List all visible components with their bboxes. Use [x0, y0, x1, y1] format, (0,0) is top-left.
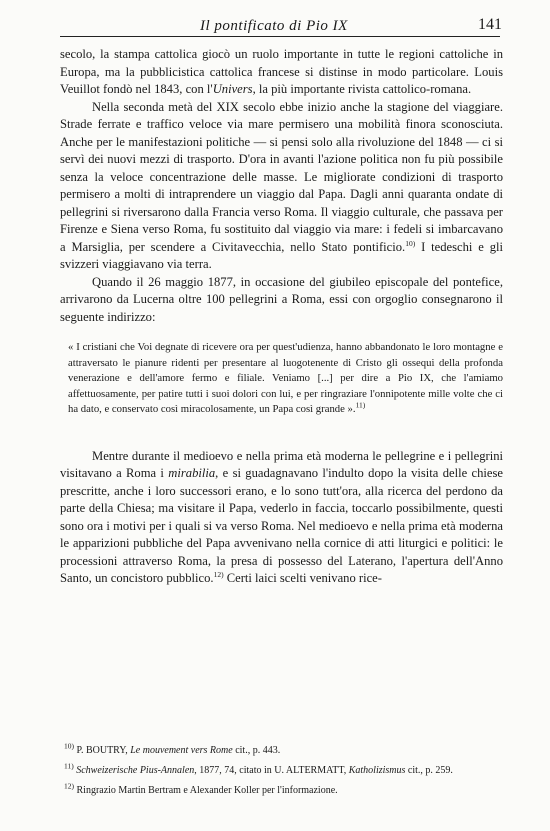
- term-mirabilia: mirabilia: [168, 466, 216, 481]
- footnote-ref-11: 11): [355, 400, 366, 410]
- body-text: [60, 46, 503, 588]
- page-number: 141: [478, 16, 502, 33]
- footnote-12: $^{12)}$ Ringrazio Martin Bertram e Alexander Koller per l'informazione.: [64, 781, 338, 796]
- block-quote: « I cristiani che Voi degnate di ricevere ora per quest'udienza, hanno abbandonato le loro montagne e attraversato le pianure ridenti per presentare al luogotenente di Cristo gli ossequi della profonda venerazione e dell'amore fermo e filiale. Veniamo [...] per dire a Pio IX, che l'amiamo affettuosamente, per patire tutti i suoi dolori con lui, e per ringraziare l'onnipotente mille volte che ci ha dato, e conservato così miracolosamente, un Papa così grande ».$^{11)}$: [68, 341, 503, 416]
- journal-title: Univers: [212, 82, 253, 96]
- footnote-10: $^{10)}$ P. BOUTRY, Le mouvement vers Rome cit., p. 443.: [64, 741, 281, 756]
- paragraph-4: Mentre durante il medioevo e nella prima età moderna le pellegrine e i pellegrini visitavano a Roma i mirabilia, e si guadagnavano l'indulto dopo la visita delle chiese prescritte, anche i loro successori erano, e lo sono tutt'ora, alla ricerca del perdono da parte della Chiesa; ma visitare il Papa, vederlo in faccia, toccarlo possibilmente, questi sono ora i motivi per i quali si va verso Roma. Nel medioevo e nella prima età moderna le apparizioni pubbliche del Papa avvenivano nella cornice di atti liturgici e politici: le processioni attraverso Roma, la presa di possesso del Laterano, l'apertura dell'Anno Santo, un concistoro pubblico.$^{12)}$ Certi laici scelti venivano rice-: [60, 448, 503, 586]
- footnotes: [64, 741, 504, 804]
- running-header: [60, 16, 500, 37]
- paragraph-1: secolo, la stampa cattolica giocò un ruolo importante in tutte le regioni cattoliche in Europa, ma la pubblicistica cattolica francese si distinse in modo particolare. Louis Veuillot fondò nel 1843, con l'Univers, la più importante rivista cattolico-romana.: [60, 47, 503, 96]
- paragraph-2: Nella seconda metà del XIX secolo ebbe inizio anche la stagione del viaggiare. Strade ferrate e traffico veloce via mare permisero una mobilità finora sconosciuta. Anche per le manifestazioni politiche — si pensi solo alla rivoluzione del 1848 — ci si servì dei nuovi mezzi di trasporto. D'ora in avanti l'azione politica non fu più possibile senza la veloce concentrazione delle masse. Le migliorate condizioni di trasporto permisero a molti di intraprendere un viaggio dal Papa. Dagli anni quaranta ondate di pellegrini si riversarono dalla Francia verso Roma. Il viaggio culturale, che passava per Firenze e Siena verso Roma, fu sostituito dal viaggio via mare: i fedeli si imbarcavano a Marsiglia, per scendere a Civitavecchia, nello Stato pontificio.$^{10)}$ I tedeschi e gli svizzeri viaggiavano via terra.: [60, 99, 503, 271]
- running-title: Il pontificato di Pio IX: [200, 18, 348, 34]
- footnote-ref-10: 10): [405, 238, 416, 248]
- paragraph-3: Quando il 26 maggio 1877, in occasione del giubileo episcopale del pontefice, arrivarono da Lucerna oltre 100 pellegrini a Roma, essi con orgoglio consegnarono il seguente indirizzo:: [60, 274, 503, 324]
- footnote-ref-12: 12): [213, 570, 224, 580]
- footnote-11: $^{11)}$ Schweizerische Pius-Annalen, 1877, 74, citato in U. ALTERMATT, Katholizismus cit., p. 259.: [64, 761, 453, 776]
